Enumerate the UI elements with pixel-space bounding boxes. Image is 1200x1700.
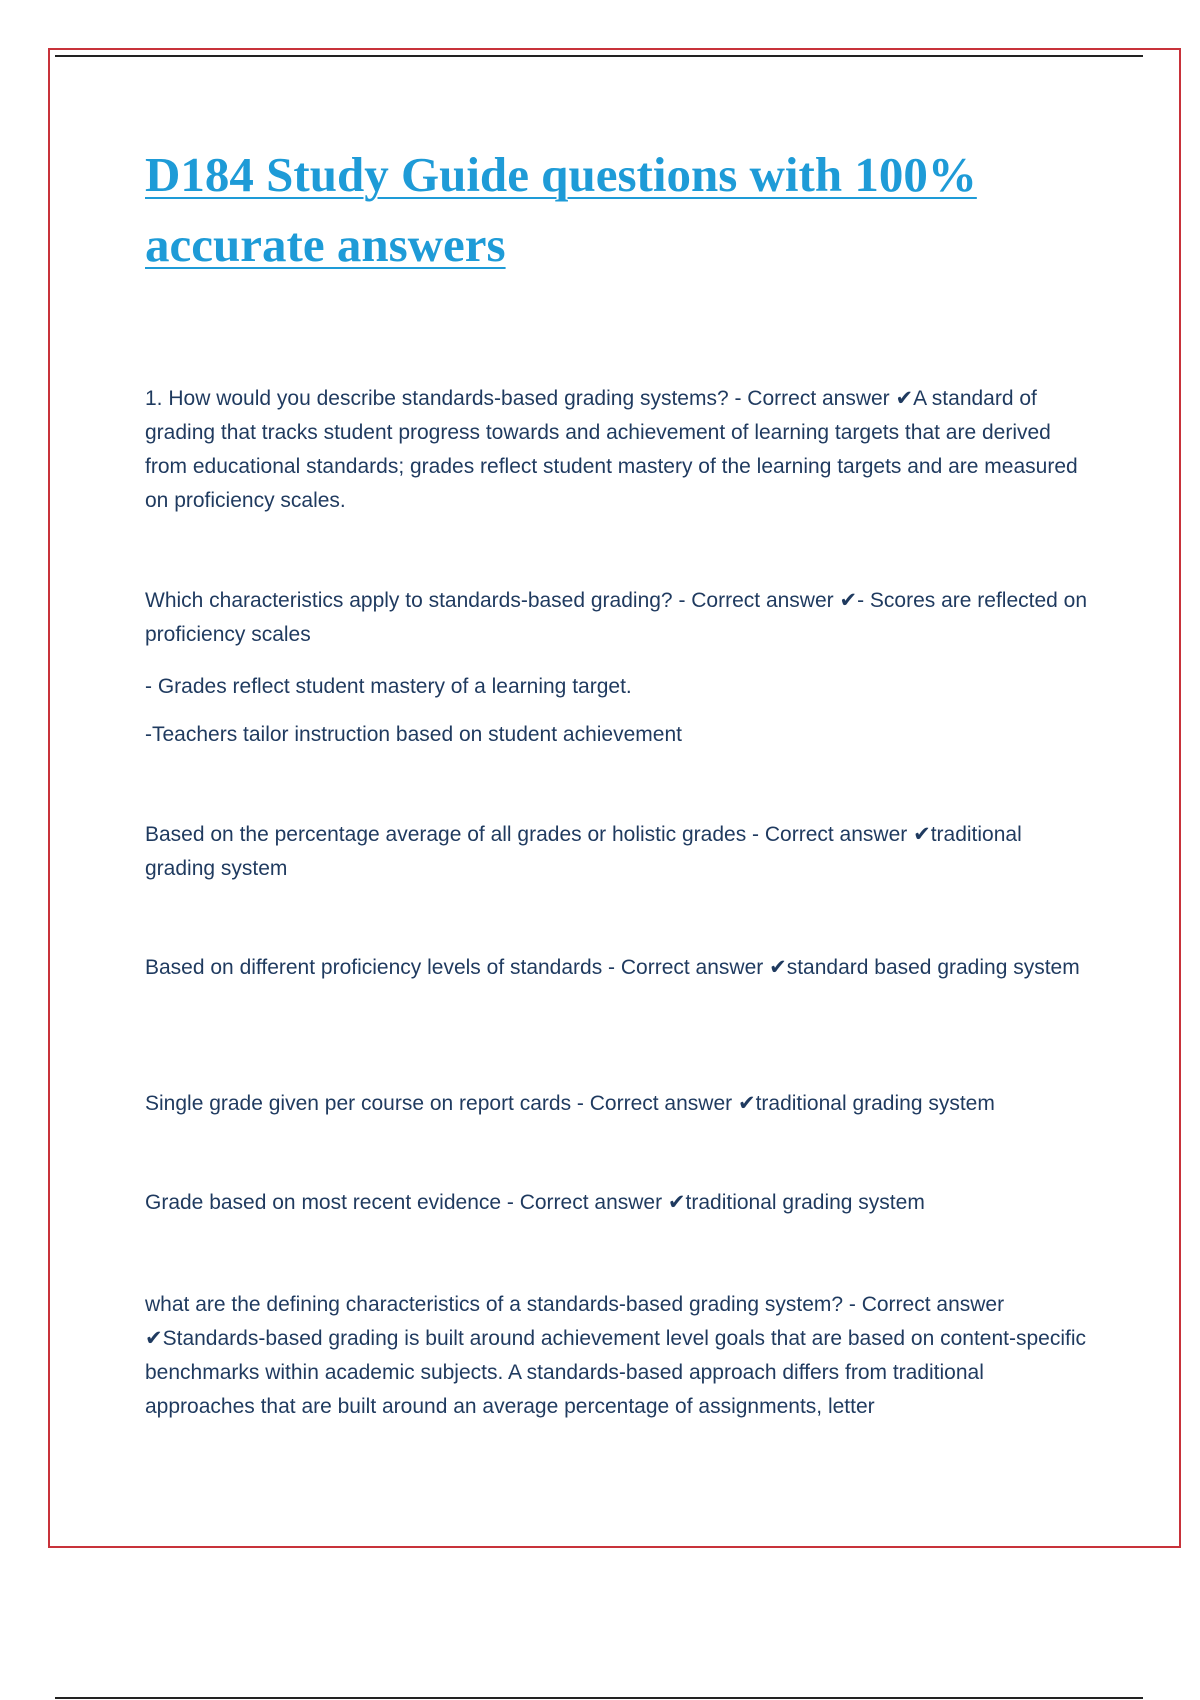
- qa-item-6: [145, 1186, 1095, 1220]
- question-text: what are the defining characteristics of a standards-based grading system? - Correct answer: [145, 1293, 1005, 1316]
- qa-item-7: [145, 1288, 1095, 1424]
- document-title: D184 Study Guide questions with 100% accurate answers: [145, 147, 977, 272]
- answer-text: standard based grading system: [786, 956, 1080, 979]
- question-text: Based on the percentage average of all grades or holistic grades - Correct answer: [145, 823, 914, 846]
- checkmark-icon: ✔: [895, 387, 914, 410]
- question-text: Which characteristics apply to standards-based grading? - Correct answer: [145, 589, 840, 612]
- answer-text: traditional grading system: [145, 823, 1022, 880]
- qa-item-2: [145, 584, 1095, 652]
- qa-item-3: [145, 818, 1095, 886]
- checkmark-icon: ✔: [769, 956, 787, 979]
- checkmark-icon: ✔: [667, 1191, 686, 1214]
- checkmark-icon: ✔: [145, 1327, 163, 1350]
- answer-text: Standards-based grading is built around achievement level goals that are based on content-specific benchmarks within academic subjects. A standards-based approach differs from traditional approaches that are built around an average percentage of assignments, letter: [145, 1327, 1087, 1418]
- question-text: Based on different proficiency levels of standards - Correct answer: [145, 956, 770, 979]
- answer-bullet: -Teachers tailor instruction based on student achievement: [145, 723, 682, 746]
- checkmark-icon: ✔: [839, 589, 858, 612]
- question-text: Single grade given per course on report cards - Correct answer: [145, 1092, 738, 1115]
- footer-rule: [55, 1697, 1143, 1699]
- answer-text: traditional grading system: [685, 1191, 925, 1214]
- checkmark-icon: ✔: [913, 823, 931, 846]
- header-rule: [55, 55, 1143, 57]
- checkmark-icon: ✔: [737, 1092, 756, 1115]
- qa-item-1: [145, 382, 1095, 518]
- qa-item-5: [145, 1087, 1095, 1121]
- question-text: 1. How would you describe standards-based grading systems? - Correct answer: [145, 387, 896, 410]
- qa-item-4: [145, 951, 1095, 985]
- answer-text: traditional grading system: [755, 1092, 995, 1115]
- answer-text: - Scores are reflected on proficiency scales: [145, 589, 1088, 646]
- question-text: Grade based on most recent evidence - Correct answer: [145, 1191, 668, 1214]
- answer-bullet: - Grades reflect student mastery of a learning target.: [145, 675, 632, 698]
- answer-text: A standard of grading that tracks student progress towards and achievement of learning targets that are derived from educational standards; grades reflect student mastery of the learning targets and are measured on proficiency scales.: [145, 387, 1078, 512]
